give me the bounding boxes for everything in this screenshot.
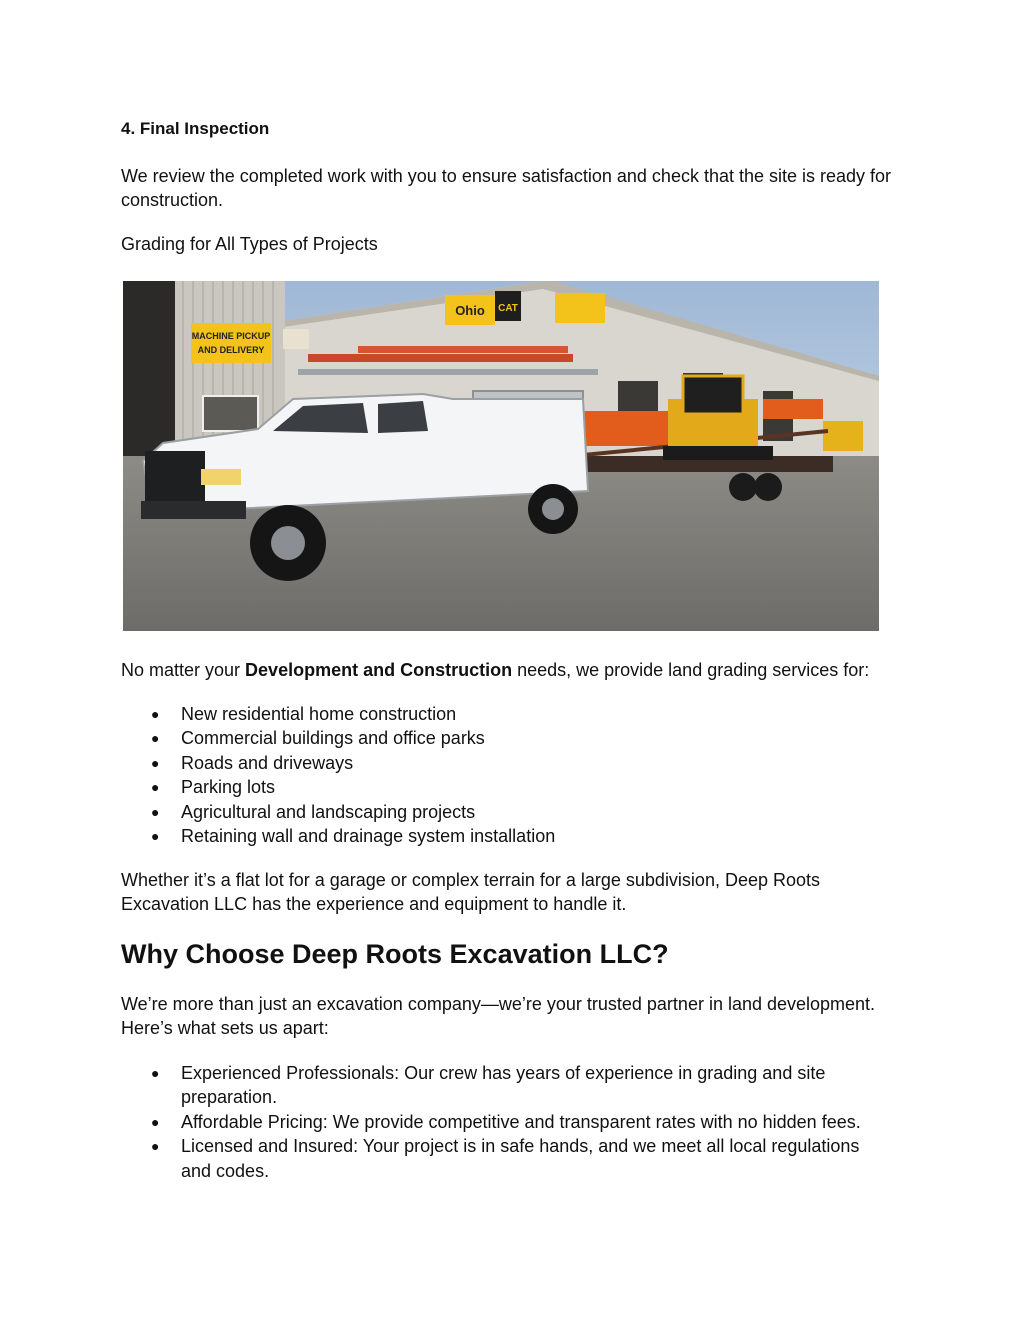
why-choose-heading: Why Choose Deep Roots Excavation LLC? (121, 939, 669, 969)
sign-machine-line1: MACHINE PICKUP (191, 331, 271, 341)
list-item-text: Roads and driveways (181, 752, 354, 773)
bullet-icon: ● (151, 1113, 160, 1130)
list-item-text: Agricultural and landscaping projects (181, 801, 476, 822)
needs-text-bold: Development and Construction (245, 660, 513, 680)
bullet-icon: ● (151, 828, 160, 845)
list-item (121, 775, 555, 799)
bullet-icon: ● (151, 779, 160, 796)
review-paragraph: We review the completed work with you to ensure satisfaction and check that the site is ready for construction. (121, 166, 892, 210)
list-item-text: Retaining wall and drainage system installation (181, 826, 556, 847)
list-item (121, 751, 555, 775)
list-item-text: Licensed and Insured: Your project is in safe hands, and we meet all local regulations and codes. (181, 1136, 860, 1181)
bullet-icon: ● (151, 730, 160, 747)
list-item-text: Commercial buildings and office parks (181, 728, 485, 749)
bullet-icon: ● (151, 803, 160, 820)
bullet-icon: ● (151, 1138, 160, 1155)
bullet-icon: ● (151, 754, 160, 771)
bullet-icon: ● (151, 706, 160, 722)
list-item-text: Affordable Pricing: We provide competitive and transparent rates with no hidden fees. (181, 1111, 861, 1132)
list-item-text: New residential home construction (181, 704, 457, 724)
needs-text-after: needs, we provide land grading services for: (512, 660, 870, 680)
sign-machine-line2: AND DELIVERY (197, 345, 265, 355)
bullet-icon: ● (151, 1065, 160, 1081)
list-item-text: Parking lots (181, 777, 276, 798)
whether-paragraph: Whether it’s a flat lot for a garage or complex terrain for a large subdivision, Deep Roots Excavation LLC has the experience and equipment to handle it. (121, 870, 821, 914)
sign-ohio: Ohio (455, 303, 485, 318)
reasons-list (121, 1061, 881, 1183)
step-heading: 4. Final Inspection (121, 119, 270, 138)
needs-text-before: No matter your (121, 660, 246, 680)
grading-paragraph: Grading for All Types of Projects (121, 234, 378, 254)
list-item (121, 1061, 881, 1110)
list-item (121, 824, 555, 848)
services-list (121, 702, 555, 848)
sign-cat: CAT (498, 303, 518, 314)
list-item (121, 702, 555, 726)
list-item (121, 800, 555, 824)
partner-paragraph: We’re more than just an excavation company—we’re your trusted partner in land development. Here’s what sets us apart: (121, 994, 876, 1038)
truck-trailer-photo (123, 281, 879, 631)
list-item (121, 1110, 881, 1134)
list-item (121, 1134, 881, 1183)
needs-paragraph (121, 658, 869, 682)
list-item (121, 726, 555, 750)
list-item-text: Experienced Professionals: Our crew has years of experience in grading and site preparation. (181, 1063, 826, 1108)
